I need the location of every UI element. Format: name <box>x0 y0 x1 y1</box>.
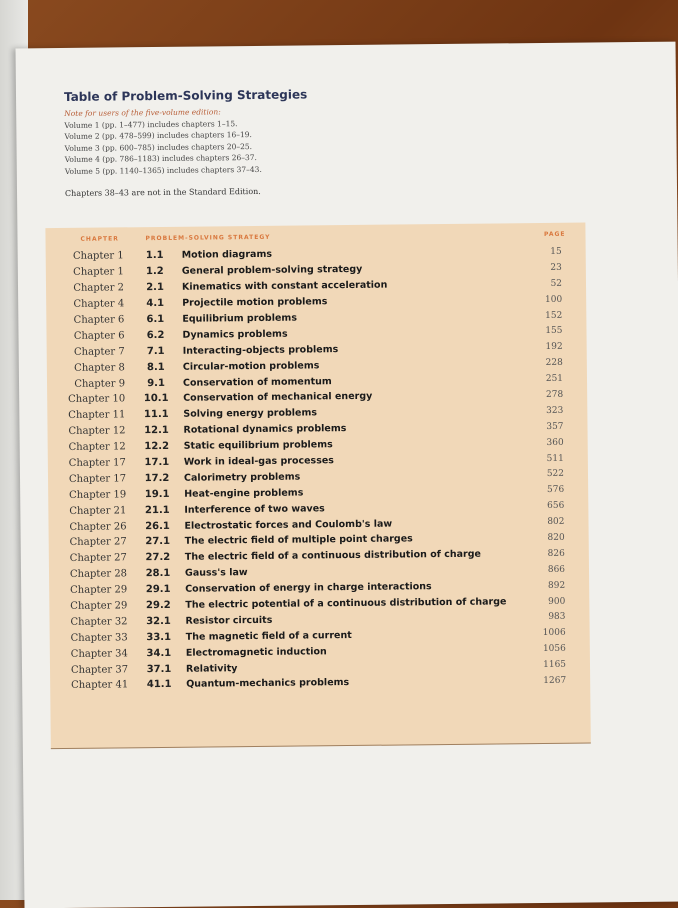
column-header-strategy: PROBLEM-SOLVING STRATEGY <box>145 233 271 243</box>
row-strategy-title: Circular-motion problems <box>182 359 320 373</box>
row-strategy-number: 32.1 <box>146 615 171 628</box>
row-chapter: Chapter 27 <box>69 536 127 549</box>
row-strategy-title: Motion diagrams <box>181 249 273 262</box>
page-header <box>64 85 585 198</box>
row-strategy-title: Conservation of momentum <box>182 375 332 389</box>
row-strategy-number: 29.1 <box>145 584 171 596</box>
row-page-number: 15 <box>550 246 562 257</box>
row-strategy-number: 17.1 <box>144 456 170 469</box>
row-page-number: 152 <box>545 310 563 321</box>
book-page <box>16 42 678 908</box>
row-strategy-number: 1.2 <box>145 266 164 278</box>
row-page-number: 360 <box>546 437 564 448</box>
row-strategy-number: 19.1 <box>144 488 170 500</box>
row-strategy-number: 12.1 <box>144 425 169 437</box>
volume-line: Volume 4 (pp. 786–1183) includes chapters 26–37. <box>64 152 257 164</box>
row-page-number: 576 <box>546 485 565 496</box>
row-page-number: 100 <box>544 294 563 305</box>
edition-note <box>64 103 585 177</box>
row-page-number: 892 <box>547 580 566 591</box>
row-strategy-title: Quantum-mechanics problems <box>186 677 350 691</box>
row-chapter: Chapter 12 <box>68 441 126 454</box>
row-strategy-title: Solving energy problems <box>183 407 318 421</box>
row-page-number: 826 <box>547 548 565 559</box>
row-strategy-title: Dynamics problems <box>182 328 288 341</box>
row-strategy-number: 7.1 <box>146 345 165 357</box>
row-strategy-title: Kinematics with constant acceleration <box>181 279 388 293</box>
volume-line: Volume 5 (pp. 1140–1365) includes chapters 37–43. <box>64 164 262 176</box>
row-chapter: Chapter 7 <box>73 346 125 358</box>
row-strategy-title: Conservation of mechanical energy <box>183 391 373 405</box>
row-page-number: 522 <box>546 469 565 480</box>
row-strategy-number: 17.2 <box>144 472 170 485</box>
row-page-number: 802 <box>547 516 565 528</box>
page-title: Table of Problem-Solving Strategies <box>63 87 308 104</box>
row-page-number: 278 <box>545 389 564 400</box>
volume-line: Volume 3 (pp. 600–785) includes chapters 20–25. <box>64 141 253 153</box>
row-strategy-number: 9.1 <box>147 377 165 389</box>
row-page-number: 656 <box>547 500 565 512</box>
row-chapter: Chapter 33 <box>70 632 128 644</box>
row-chapter: Chapter 6 <box>73 314 125 326</box>
row-chapter: Chapter 6 <box>73 330 125 342</box>
row-strategy-title: Electrostatic forces and Coulomb's law <box>184 518 393 532</box>
row-strategy-number: 12.2 <box>144 441 170 453</box>
row-chapter: Chapter 17 <box>68 473 127 485</box>
row-strategy-number: 27.2 <box>145 552 171 564</box>
row-strategy-title: Equilibrium problems <box>182 312 298 325</box>
row-page-number: 52 <box>550 278 563 289</box>
row-page-number: 1056 <box>542 643 566 655</box>
row-strategy-title: Interacting-objects problems <box>182 343 339 357</box>
row-chapter: Chapter 8 <box>74 362 125 374</box>
row-strategy-title: Projectile motion problems <box>182 296 328 309</box>
row-strategy-number: 1.1 <box>145 250 164 262</box>
row-strategy-title: Rotational dynamics problems <box>183 423 347 436</box>
row-chapter: Chapter 19 <box>69 489 127 501</box>
row-strategy-title: Relativity <box>185 662 238 675</box>
row-strategy-number: 33.1 <box>146 631 172 643</box>
row-strategy-title: General problem-solving strategy <box>181 264 363 278</box>
row-chapter: Chapter 37 <box>70 663 129 676</box>
row-chapter: Chapter 10 <box>68 393 126 406</box>
row-chapter: Chapter 11 <box>68 409 126 422</box>
row-chapter: Chapter 21 <box>69 505 127 517</box>
row-page-number: 820 <box>547 532 565 543</box>
row-strategy-number: 26.1 <box>145 520 170 532</box>
row-strategy-number: 10.1 <box>143 393 169 405</box>
row-page-number: 511 <box>546 453 564 464</box>
row-strategy-number: 41.1 <box>146 679 172 691</box>
row-chapter: Chapter 29 <box>70 600 128 612</box>
row-chapter: Chapter 29 <box>70 584 128 597</box>
column-header-chapter: CHAPTER <box>80 235 119 243</box>
row-strategy-number: 2.1 <box>146 282 164 294</box>
row-chapter: Chapter 32 <box>70 616 128 628</box>
row-strategy-title: The electric field of multiple point charges <box>184 533 413 548</box>
row-chapter: Chapter 34 <box>70 648 128 660</box>
row-strategy-number: 8.1 <box>146 361 165 373</box>
row-page-number: 1267 <box>543 675 567 686</box>
row-page-number: 983 <box>548 612 566 623</box>
row-page-number: 155 <box>545 326 563 337</box>
row-chapter: Chapter 41 <box>71 679 129 692</box>
row-page-number: 866 <box>547 564 566 575</box>
row-strategy-number: 6.2 <box>146 329 165 342</box>
row-strategy-title: Resistor circuits <box>185 614 273 627</box>
row-chapter: Chapter 9 <box>74 377 126 390</box>
row-strategy-title: Heat-engine problems <box>184 487 304 500</box>
row-strategy-title: Calorimetry problems <box>183 471 301 484</box>
row-strategy-number: 27.1 <box>145 536 171 548</box>
row-strategy-title: Work in ideal-gas processes <box>183 455 335 468</box>
strategy-table <box>45 223 590 750</box>
edition-note-intro: Note for users of the five-volume edition: <box>64 107 221 118</box>
row-strategy-number: 11.1 <box>143 409 169 421</box>
row-strategy-number: 34.1 <box>146 647 172 659</box>
row-strategy-title: The electric potential of a continuous distribution of charge <box>185 596 507 611</box>
row-page-number: 251 <box>545 373 564 385</box>
row-strategy-number: 21.1 <box>144 504 170 516</box>
row-strategy-number: 29.2 <box>145 599 171 612</box>
row-chapter: Chapter 28 <box>69 568 128 581</box>
row-chapter: Chapter 1 <box>73 266 124 279</box>
column-header-page: PAGE <box>543 230 566 238</box>
row-page-number: 900 <box>548 596 566 607</box>
row-chapter: Chapter 26 <box>69 520 127 533</box>
row-page-number: 357 <box>546 421 564 432</box>
volume-line: Volume 2 (pp. 478–599) includes chapters 16–19. <box>64 130 252 141</box>
row-strategy-number: 28.1 <box>145 568 171 580</box>
row-chapter: Chapter 27 <box>69 552 127 565</box>
row-page-number: 1165 <box>543 659 567 671</box>
row-page-number: 323 <box>546 405 564 416</box>
row-page-number: 192 <box>545 342 563 353</box>
row-strategy-title: Gauss's law <box>184 567 248 579</box>
row-strategy-number: 37.1 <box>146 663 172 675</box>
row-strategy-title: Interference of two waves <box>184 502 325 516</box>
row-strategy-title: Static equilibrium problems <box>183 439 333 452</box>
row-strategy-title: Electromagnetic induction <box>185 645 327 659</box>
volume-line: Volume 1 (pp. 1–477) includes chapters 1–15. <box>64 118 238 130</box>
row-page-number: 1006 <box>542 628 566 639</box>
standard-edition-note: Chapters 38–43 are not in the Standard Edition. <box>64 186 261 198</box>
row-page-number: 228 <box>545 357 563 369</box>
table-body <box>46 244 591 695</box>
row-strategy-title: The magnetic field of a current <box>185 629 352 643</box>
row-page-number: 23 <box>550 262 562 273</box>
row-chapter: Chapter 2 <box>73 282 125 295</box>
row-strategy-number: 6.1 <box>146 313 165 326</box>
row-chapter: Chapter 4 <box>73 298 125 310</box>
row-strategy-number: 4.1 <box>146 298 165 310</box>
row-strategy-title: Conservation of energy in charge interactions <box>185 581 432 595</box>
row-chapter: Chapter 12 <box>68 425 126 438</box>
row-chapter: Chapter 17 <box>68 457 126 469</box>
row-strategy-title: The electric field of a continuous distribution of charge <box>184 548 481 564</box>
row-chapter: Chapter 1 <box>72 250 124 263</box>
